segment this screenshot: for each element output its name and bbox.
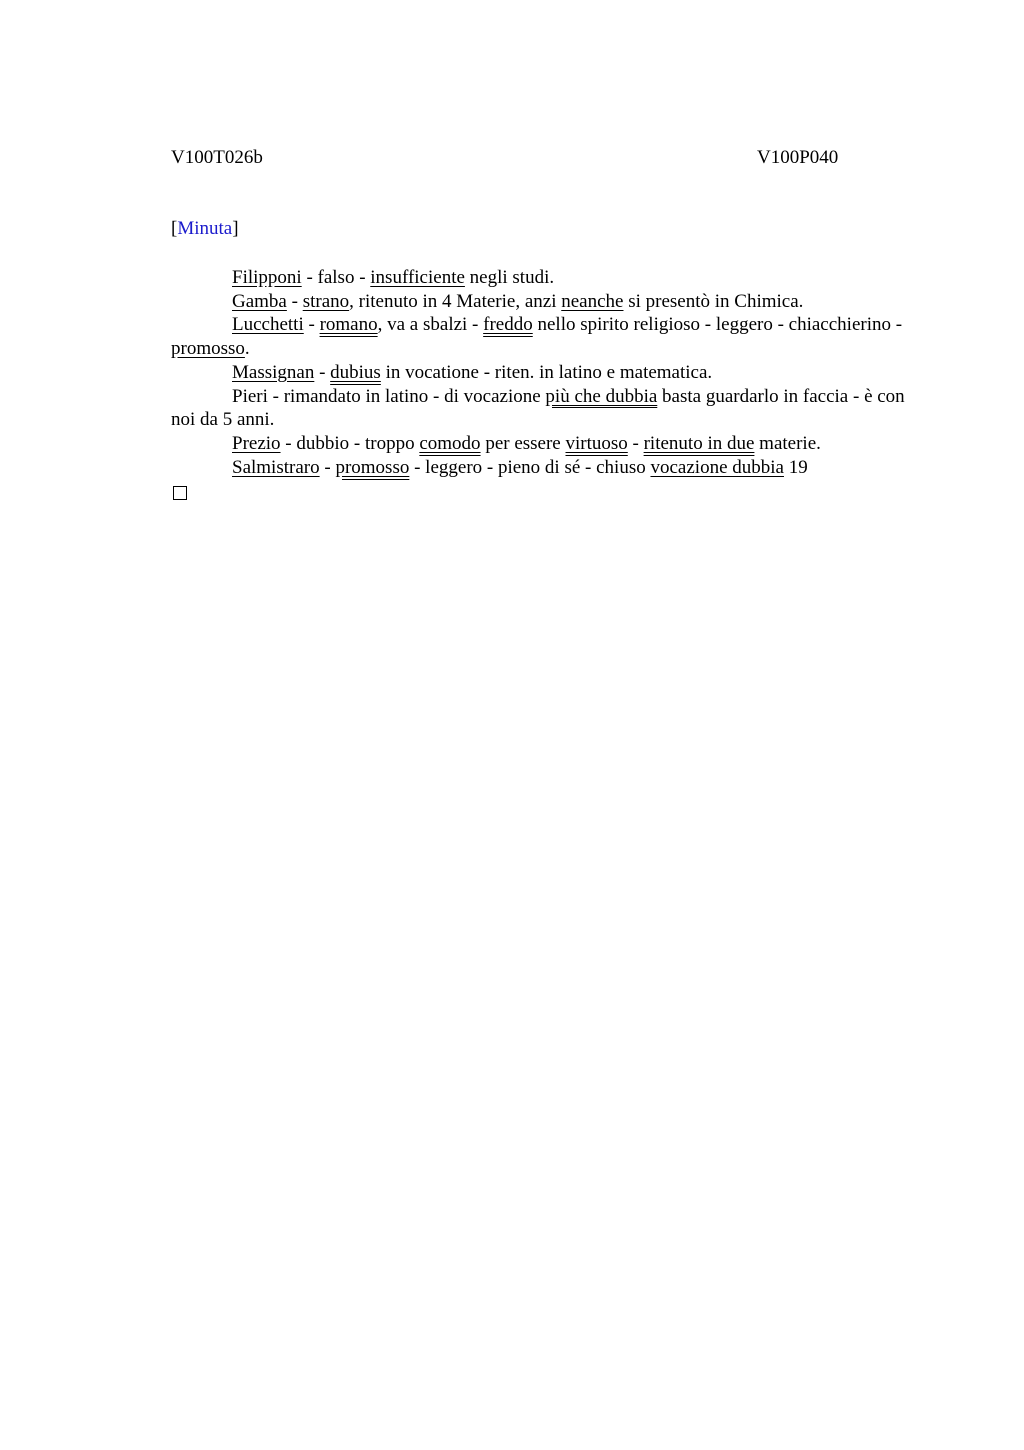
note-text: materie. (754, 432, 821, 454)
underlined-text: promosso (335, 456, 410, 478)
underlined-text: romano (319, 314, 378, 336)
bracket-open: [ (171, 218, 178, 239)
note-text: 19 (783, 456, 808, 478)
note-text: per essere (480, 432, 566, 454)
underlined-text: Prezio (232, 432, 281, 454)
underlined-text: più che dubbia (545, 385, 658, 407)
note-text: - (314, 361, 331, 383)
note-paragraph (171, 456, 921, 480)
note-text: - (303, 314, 320, 336)
underlined-text: insufficiente (370, 267, 465, 288)
underlined-text: dubius (330, 361, 381, 383)
underlined-text: virtuoso (565, 432, 628, 454)
note-paragraph (171, 361, 921, 385)
note-text: , va a sbalzi - (377, 314, 484, 336)
note-text: si presentò in Chimica. (623, 290, 804, 312)
underlined-text: comodo (419, 432, 481, 454)
underlined-text: ritenuto in due (643, 432, 755, 454)
note-text: basta guardarlo in faccia - è con noi da 5 anni. (171, 385, 905, 431)
note-paragraph (171, 290, 921, 314)
underlined-text: vocazione dubbia (650, 456, 784, 478)
minuta-link[interactable]: Minuta (177, 218, 233, 239)
note-text: , ritenuto in 4 Materie, anzi (349, 290, 562, 312)
underlined-text: promosso (171, 338, 245, 360)
note-text: - (319, 456, 336, 478)
underlined-text: Lucchetti (232, 314, 304, 336)
note-paragraph (171, 385, 921, 432)
underlined-text: freddo (483, 314, 533, 336)
note-paragraph (171, 432, 921, 456)
document-code-left: V100T026b (171, 147, 263, 168)
note-text: in vocatione - riten. in latino e matematica. (380, 361, 713, 383)
underlined-text: neanche (561, 290, 624, 312)
student-notes (171, 266, 921, 500)
note-text: negli studi. (464, 267, 555, 288)
underlined-text: Massignan (232, 361, 315, 383)
note-text: - (627, 432, 644, 454)
checkbox-icon (173, 486, 187, 500)
minuta-label (171, 218, 239, 240)
note-paragraph (171, 266, 921, 290)
note-text: nello spirito religioso - leggero - chiacchierino - (532, 314, 903, 336)
note-text: - leggero - pieno di sé - chiuso (409, 456, 651, 478)
note-text: - (286, 290, 303, 312)
underlined-text: strano (302, 290, 350, 312)
bracket-close: ] (232, 218, 239, 239)
underlined-text: Gamba (232, 290, 287, 312)
underlined-text: Filipponi (232, 267, 302, 288)
note-text: . (244, 338, 250, 360)
note-text: - dubbio - troppo (280, 432, 420, 454)
underlined-text: Salmistraro (232, 456, 320, 478)
note-text: - falso - (301, 267, 371, 288)
note-text: Pieri - rimandato in latino - di vocazione (232, 385, 546, 407)
document-code-right: V100P040 (757, 147, 839, 168)
note-paragraph (171, 313, 921, 360)
